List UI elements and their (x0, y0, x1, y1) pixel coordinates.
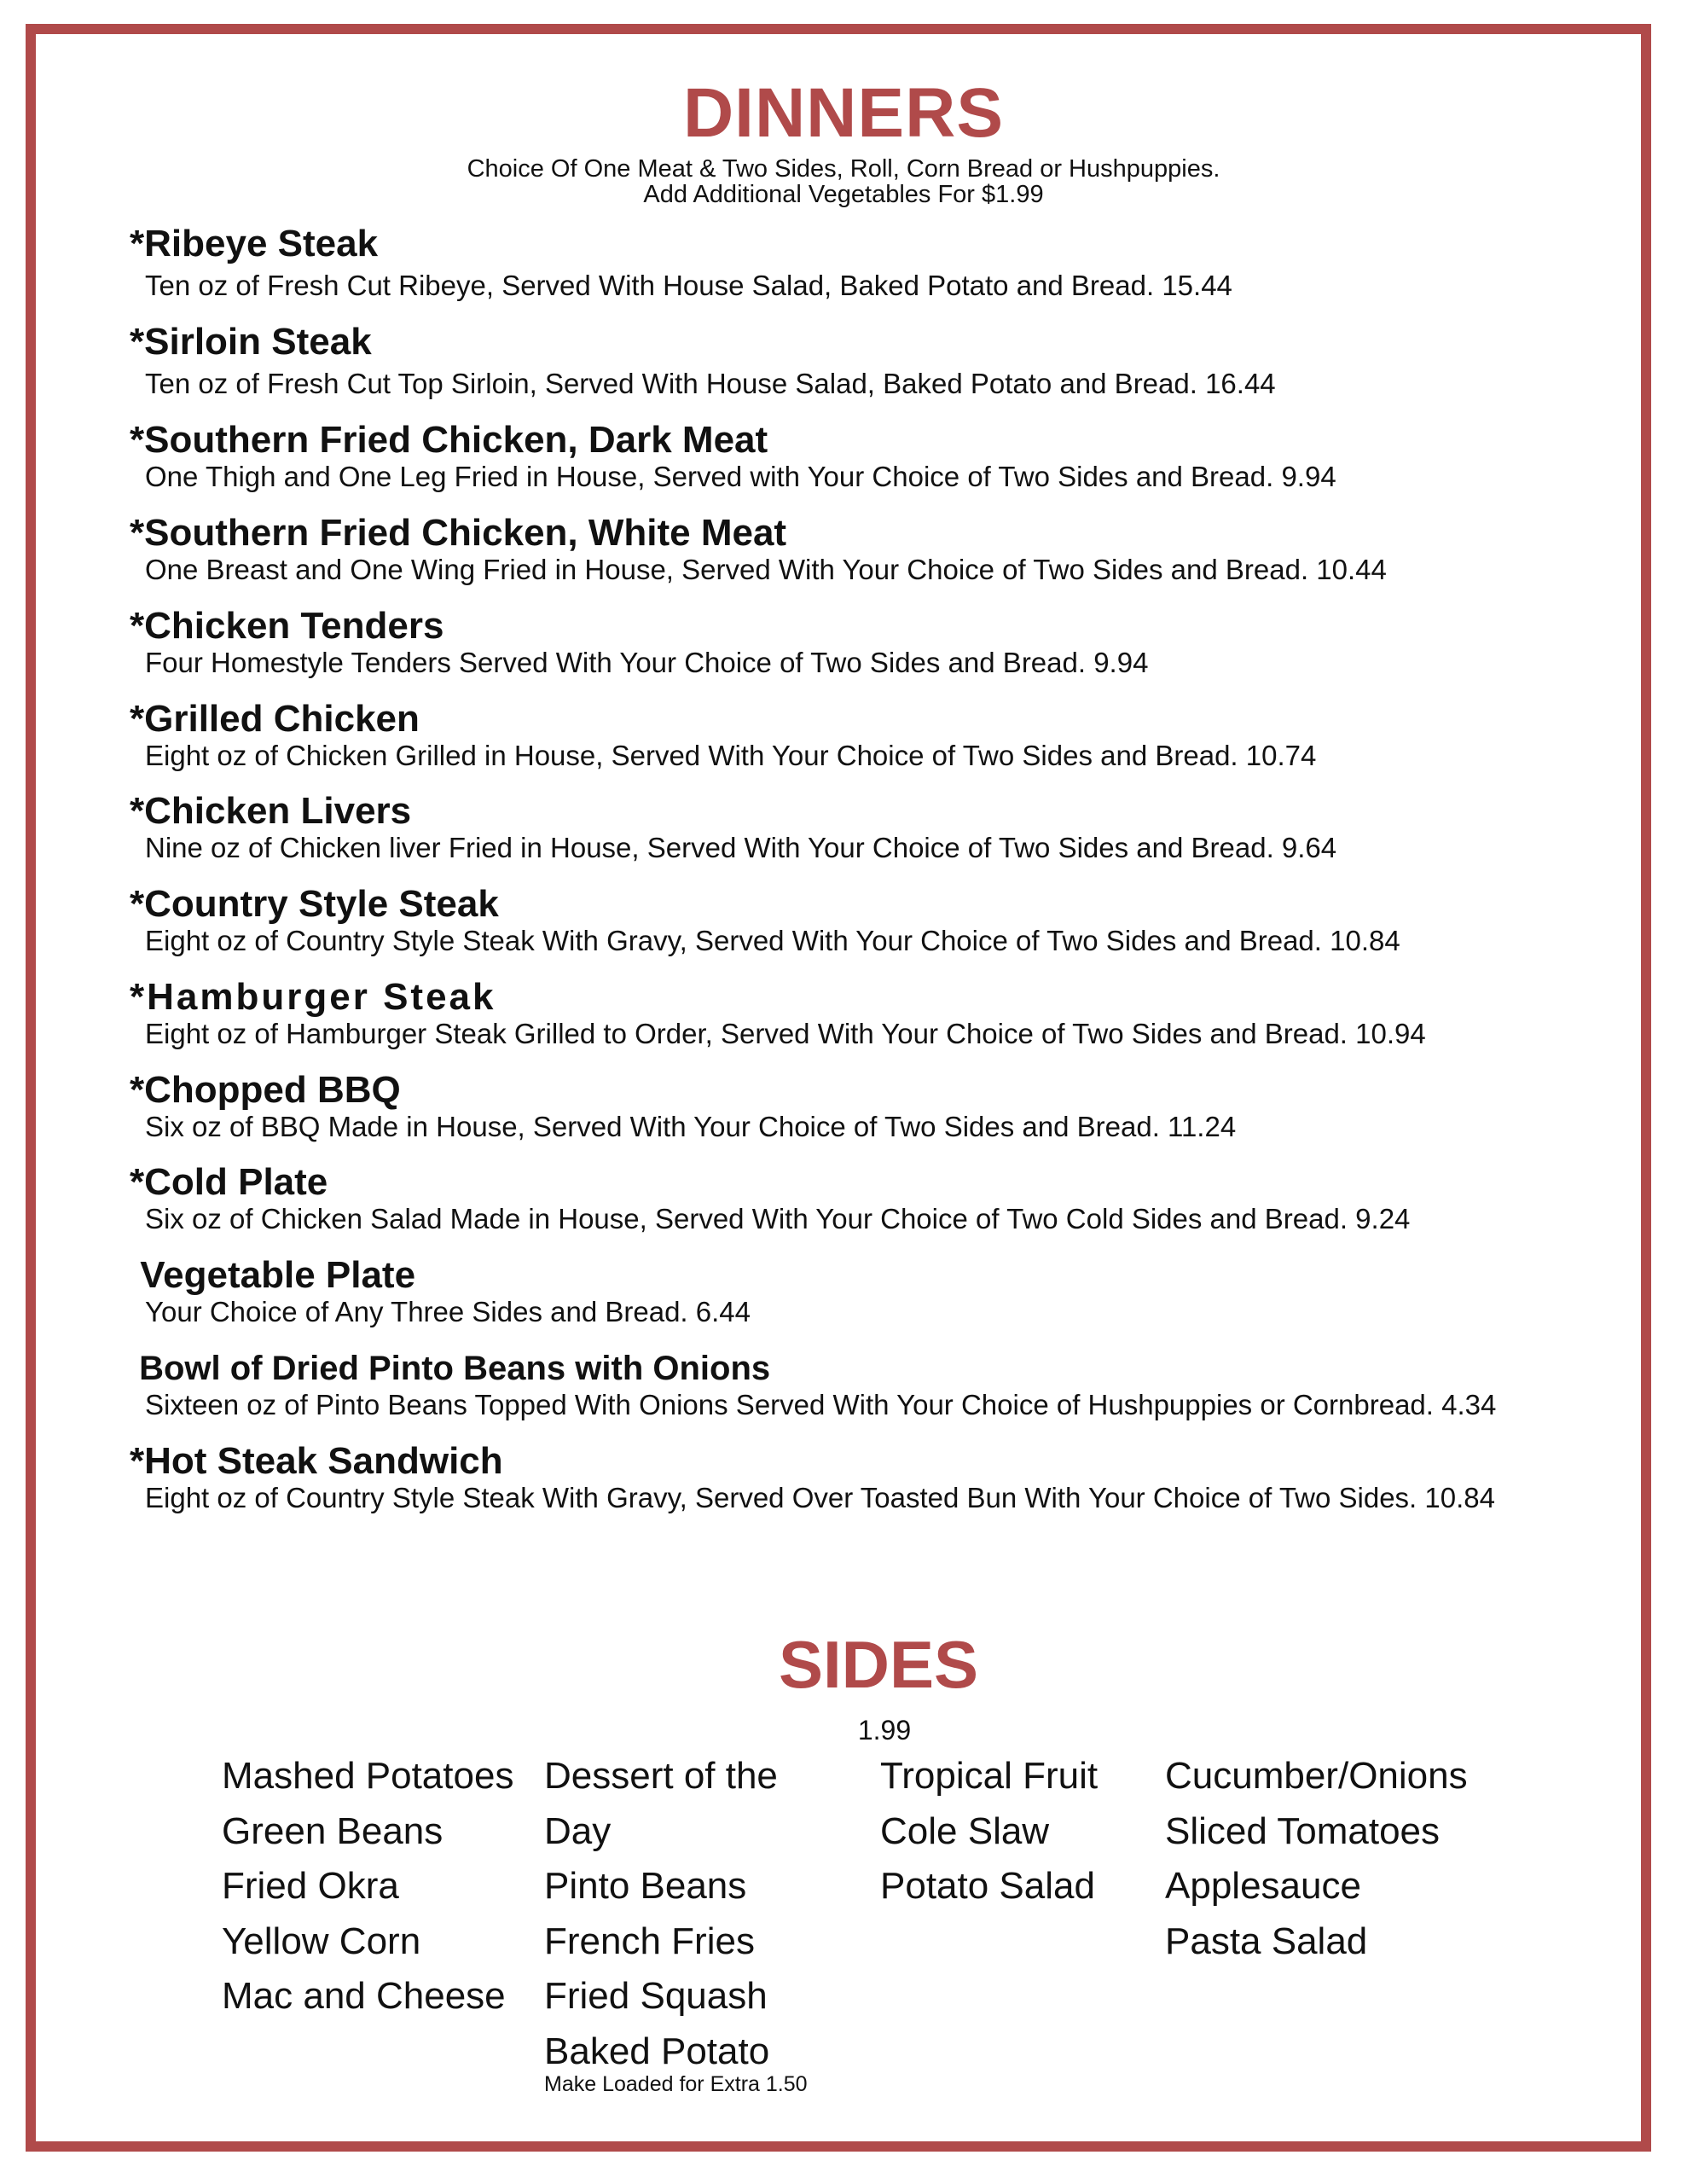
menu-item-name: Vegetable Plate (130, 1254, 416, 1296)
menu-item-grilled-chicken (130, 699, 1597, 772)
side-item: Green Beans (222, 1809, 443, 1852)
dinners-heading: DINNERS (682, 74, 1005, 152)
menu-item-name: *Cold Plate (130, 1161, 328, 1203)
menu-item-description: Six oz of BBQ Made in House, Served With Your Choice of Two Sides and Bread. 11.24 (145, 1111, 1237, 1142)
menu-item-fried-chicken-dark (130, 420, 1597, 493)
side-item: Fried Squash (544, 1975, 768, 2017)
menu-item-name: *Grilled Chicken (130, 698, 420, 740)
menu-item-country-style-steak (130, 884, 1597, 957)
menu-item-name: *Hamburger Steak (130, 976, 496, 1018)
menu-item-ribeye-steak (130, 224, 1597, 302)
menu-item-description: Nine oz of Chicken liver Fried in House, Served With Your Choice of Two Sides and Bread. 9.64 (145, 832, 1337, 863)
side-item: Mac and Cheese (222, 1975, 506, 2017)
menu-item-sirloin-steak (130, 322, 1597, 400)
menu-item-pinto-beans-bowl (130, 1348, 1597, 1421)
menu-item-description: One Breast and One Wing Fried in House, Served With Your Choice of Two Sides and Bread. 10.44 (145, 554, 1387, 585)
side-item: Yellow Corn (222, 1920, 421, 1962)
menu-item-name: *Chopped BBQ (130, 1069, 401, 1111)
side-note: Make Loaded for Extra 1.50 (544, 2072, 808, 2096)
menu-item-description: Ten oz of Fresh Cut Ribeye, Served With House Salad, Baked Potato and Bread. 15.44 (145, 270, 1232, 301)
side-item: Pinto Beans (544, 1865, 747, 1907)
menu-item-description: Six oz of Chicken Salad Made in House, Served With Your Choice of Two Cold Sides and Bread. 9.24 (145, 1203, 1411, 1234)
sides-heading: SIDES (778, 1627, 979, 1702)
side-item: Tropical Fruit (880, 1755, 1099, 1797)
menu-item-fried-chicken-white (130, 513, 1597, 586)
menu-item-hot-steak-sandwich (130, 1441, 1597, 1514)
menu-item-description: Eight oz of Country Style Steak With Gravy, Served With Your Choice of Two Sides and Bread. 10.84 (145, 925, 1400, 956)
menu-item-description: Four Homestyle Tenders Served With Your Choice of Two Sides and Bread. 9.94 (145, 647, 1149, 678)
sides-column-2 (544, 1749, 808, 2096)
menu-item-description: Eight oz of Chicken Grilled in House, Served With Your Choice of Two Sides and Bread. 10.74 (145, 740, 1317, 771)
sides-price: 1.99 (857, 1715, 912, 1745)
menu-item-name: *Sirloin Steak (130, 321, 372, 363)
menu-item-hamburger-steak (130, 977, 1597, 1050)
menu-item-description: Ten oz of Fresh Cut Top Sirloin, Served With House Salad, Baked Potato and Bread. 16.44 (145, 368, 1276, 399)
sides-column-4 (1165, 1749, 1468, 1969)
dinners-subtitle-line1: Choice Of One Meat & Two Sides, Roll, Corn Bread or Hushpuppies. (467, 155, 1220, 183)
side-item: Cucumber/Onions (1165, 1755, 1468, 1797)
menu-item-chicken-tenders (130, 606, 1597, 679)
menu-item-name: *Country Style Steak (130, 883, 499, 925)
sides-column-3 (880, 1749, 1098, 1914)
side-item: Pasta Salad (1165, 1920, 1368, 1962)
menu-item-cold-plate (130, 1162, 1597, 1235)
menu-item-name: *Southern Fried Chicken, White Meat (130, 512, 787, 554)
side-item: Dessert of the (544, 1755, 778, 1797)
menu-item-description: Your Choice of Any Three Sides and Bread. 6.44 (145, 1296, 751, 1327)
menu-item-description: One Thigh and One Leg Fried in House, Served with Your Choice of Two Sides and Bread. 9.94 (145, 461, 1336, 492)
menu-item-description: Eight oz of Hamburger Steak Grilled to Order, Served With Your Choice of Two Sides and Bread. 10.94 (145, 1018, 1426, 1049)
menu-item-name: *Chicken Livers (130, 790, 412, 832)
menu-item-name: *Hot Steak Sandwich (130, 1440, 503, 1482)
menu-item-chopped-bbq (130, 1070, 1597, 1143)
side-item: Sliced Tomatoes (1165, 1809, 1441, 1852)
side-item: Day (544, 1809, 612, 1852)
sides-column-1 (222, 1749, 513, 2024)
menu-item-description: Sixteen oz of Pinto Beans Topped With Onions Served With Your Choice of Hushpuppies or Cornbread. 4.34 (145, 1389, 1497, 1420)
side-item: Applesauce (1165, 1865, 1361, 1907)
menu-item-vegetable-plate (130, 1255, 1597, 1328)
menu-item-chicken-livers (130, 791, 1597, 864)
menu-item-name: *Chicken Tenders (130, 605, 444, 647)
side-item: Baked Potato (544, 2030, 770, 2072)
side-item: Fried Okra (222, 1865, 399, 1907)
side-item: French Fries (544, 1920, 755, 1962)
dinners-subtitle-line2: Add Additional Vegetables For $1.99 (643, 181, 1044, 208)
menu-item-name: Bowl of Dried Pinto Beans with Onions (130, 1350, 771, 1387)
menu-item-name: *Southern Fried Chicken, Dark Meat (130, 419, 768, 461)
side-item: Potato Salad (880, 1865, 1095, 1907)
menu-item-description: Eight oz of Country Style Steak With Gravy, Served Over Toasted Bun With Your Choice of Two Sides. 10.84 (145, 1482, 1495, 1513)
side-item: Mashed Potatoes (222, 1755, 514, 1797)
side-item: Cole Slaw (880, 1809, 1050, 1852)
menu-item-name: *Ribeye Steak (130, 223, 379, 264)
